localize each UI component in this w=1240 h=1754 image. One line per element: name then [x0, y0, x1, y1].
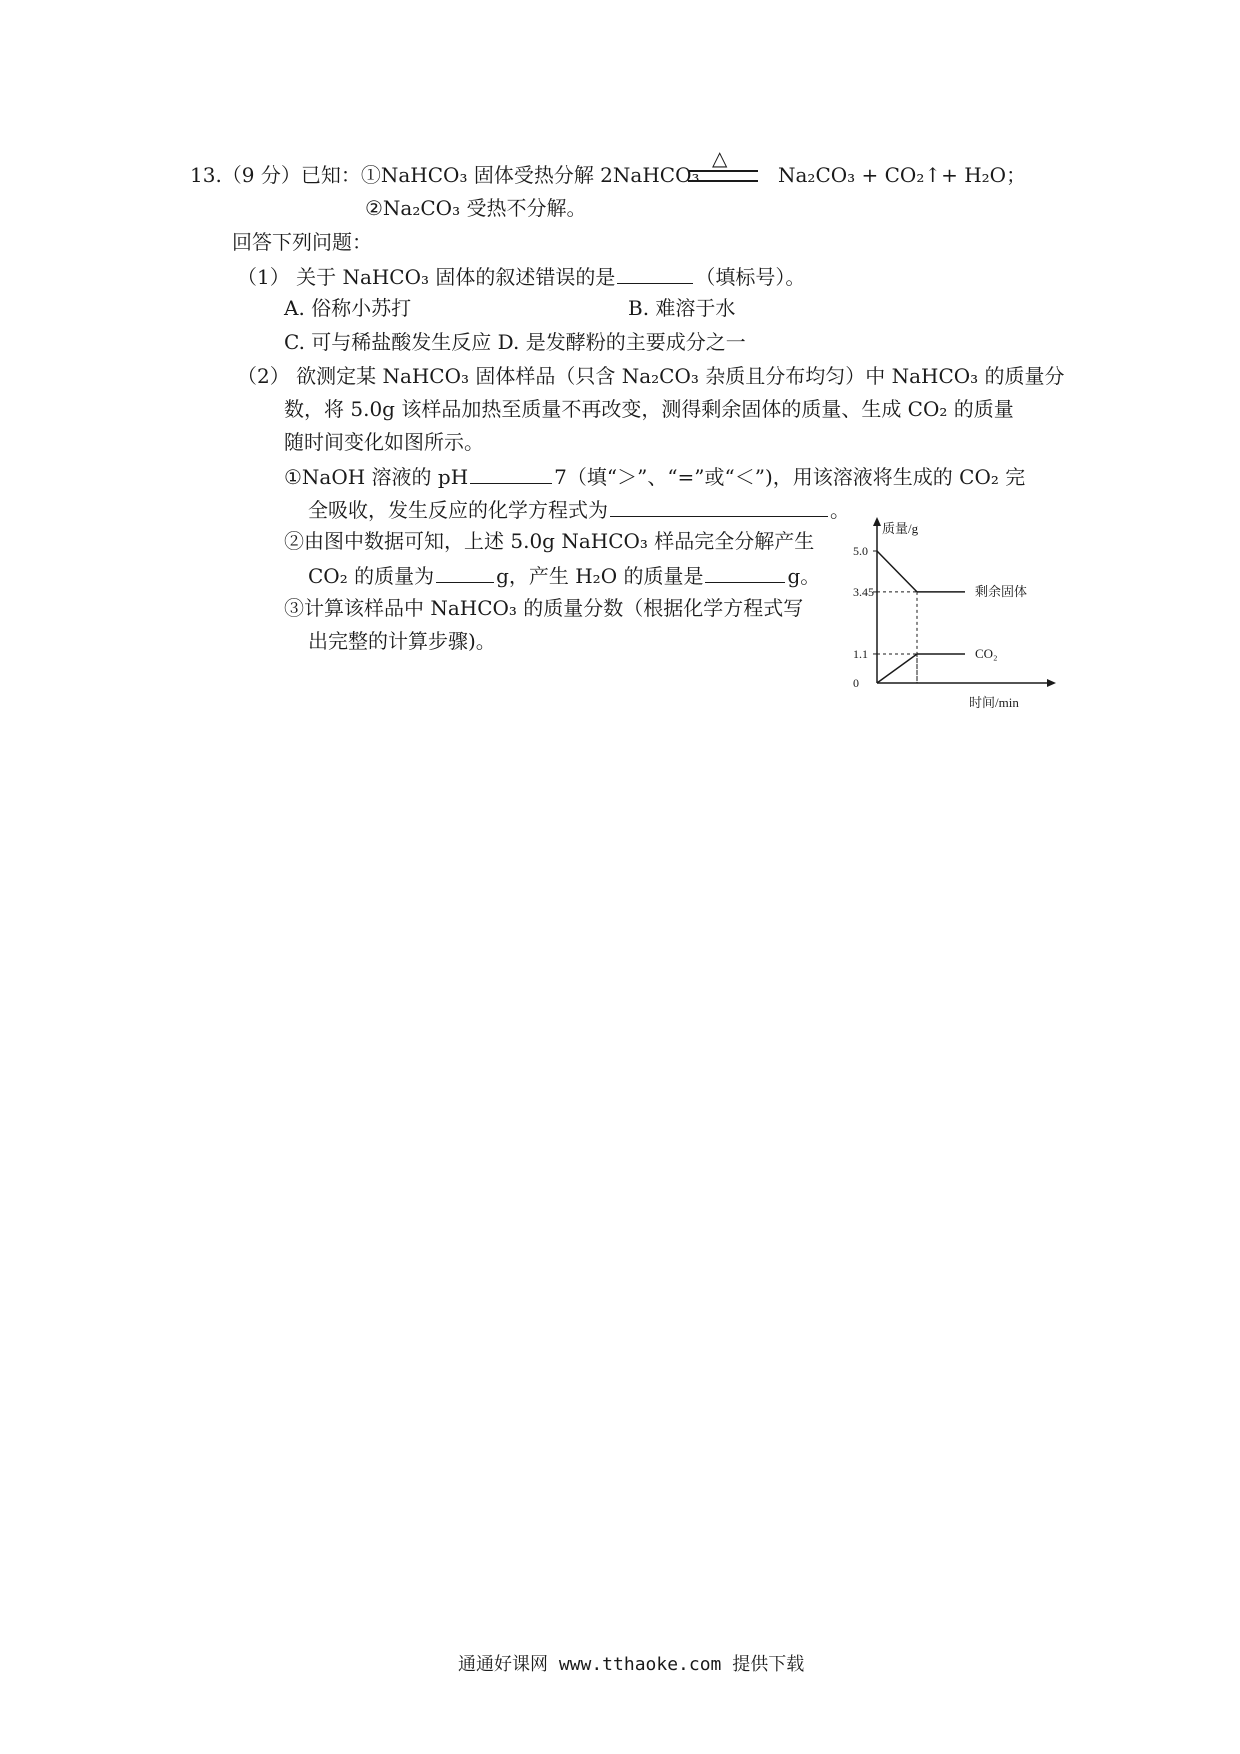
part2-line2: 数，将 5.0g 该样品加热至质量不再改变，测得剩余固体的质量、生成 CO₂ 的质量: [284, 397, 1014, 421]
sub1-line2: [308, 498, 850, 520]
sub2-line1: ②由图中数据可知，上述 5.0g NaHCO₃ 样品完全分解产生: [284, 529, 815, 553]
equation-products: Na₂CO₃ + CO₂↑+ H₂O；: [778, 163, 1027, 187]
x-axis-label: 时间/min: [969, 695, 1019, 710]
part2-line1: （2） 欲测定某 NaHCO₃ 固体样品（只含 Na₂CO₃ 杂质且分布均匀）中 NaHCO₃ 的质量分: [237, 364, 1065, 388]
x-axis-arrow: [1047, 679, 1056, 687]
y-tick-label-1: 3.45: [853, 584, 874, 599]
sub3-line2: 出完整的计算步骤)。: [308, 629, 496, 653]
sub1-text: ①NaOH 溶液的 pH: [284, 465, 469, 489]
page-footer: 通通好课网 www.tthaoke.com 提供下载: [458, 1654, 805, 1675]
sub2-text-c: g，产生 H₂O 的质量是: [496, 564, 704, 588]
option-cd: C. 可与稀盐酸发生反应 D. 是发酵粉的主要成分之一: [284, 330, 746, 354]
part1-text: （1） 关于 NaHCO₃ 固体的叙述错误的是: [237, 265, 616, 289]
answer-prompt: 回答下列问题：: [232, 230, 372, 254]
known-fact-2: ②Na₂CO₃ 受热不分解。: [365, 196, 587, 220]
option-a: A. 俗称小苏打: [284, 296, 412, 320]
co2-mass-blank[interactable]: [436, 564, 494, 583]
y-axis-arrow: [873, 517, 881, 526]
equation-answer-blank[interactable]: [610, 498, 828, 517]
series-line-0: [877, 551, 965, 592]
y-tick-label-3: 0: [853, 676, 859, 690]
y-axis-label: 质量/g: [882, 521, 919, 536]
ph-answer-blank[interactable]: [470, 465, 552, 484]
sub1-line1: [284, 465, 1025, 487]
sub1-end: 。: [830, 498, 850, 522]
y-tick-label-0: 5.0: [853, 544, 868, 558]
part1-question: [237, 265, 805, 287]
h2o-mass-blank[interactable]: [705, 564, 785, 583]
sub1-text-b: 7（填“＞”、“=”或“＜”)，用该溶液将生成的 CO₂ 完: [554, 465, 1026, 489]
reaction-arrow: [688, 170, 758, 182]
sub2-text-b: CO₂ 的质量为: [308, 564, 435, 588]
series-label-1: CO₂: [975, 645, 998, 661]
sub2-text-d: g。: [787, 564, 821, 588]
chart-axes: [873, 517, 1056, 687]
option-b: B. 难溶于水: [628, 296, 736, 320]
series-label-0: 剩余固体: [975, 583, 1028, 599]
part1-text-after: （填标号）。: [695, 265, 806, 289]
question-header: 13.（9 分）已知：①NaHCO₃ 固体受热分解 2NaHCO₃: [190, 163, 700, 187]
sub3-line1: ③计算该样品中 NaHCO₃ 的质量分数（根据化学方程式写: [284, 596, 804, 620]
part2-line3: 随时间变化如图所示。: [284, 430, 484, 454]
mass-time-chart: [845, 515, 1070, 715]
sub2-line2: [308, 564, 820, 586]
series-line-1: [877, 654, 965, 683]
heat-condition: △: [712, 146, 728, 170]
sub1-text-c: 全吸收，发生反应的化学方程式为: [308, 498, 608, 522]
y-tick-label-2: 1.1: [853, 646, 868, 661]
part1-answer-blank[interactable]: [617, 265, 693, 284]
